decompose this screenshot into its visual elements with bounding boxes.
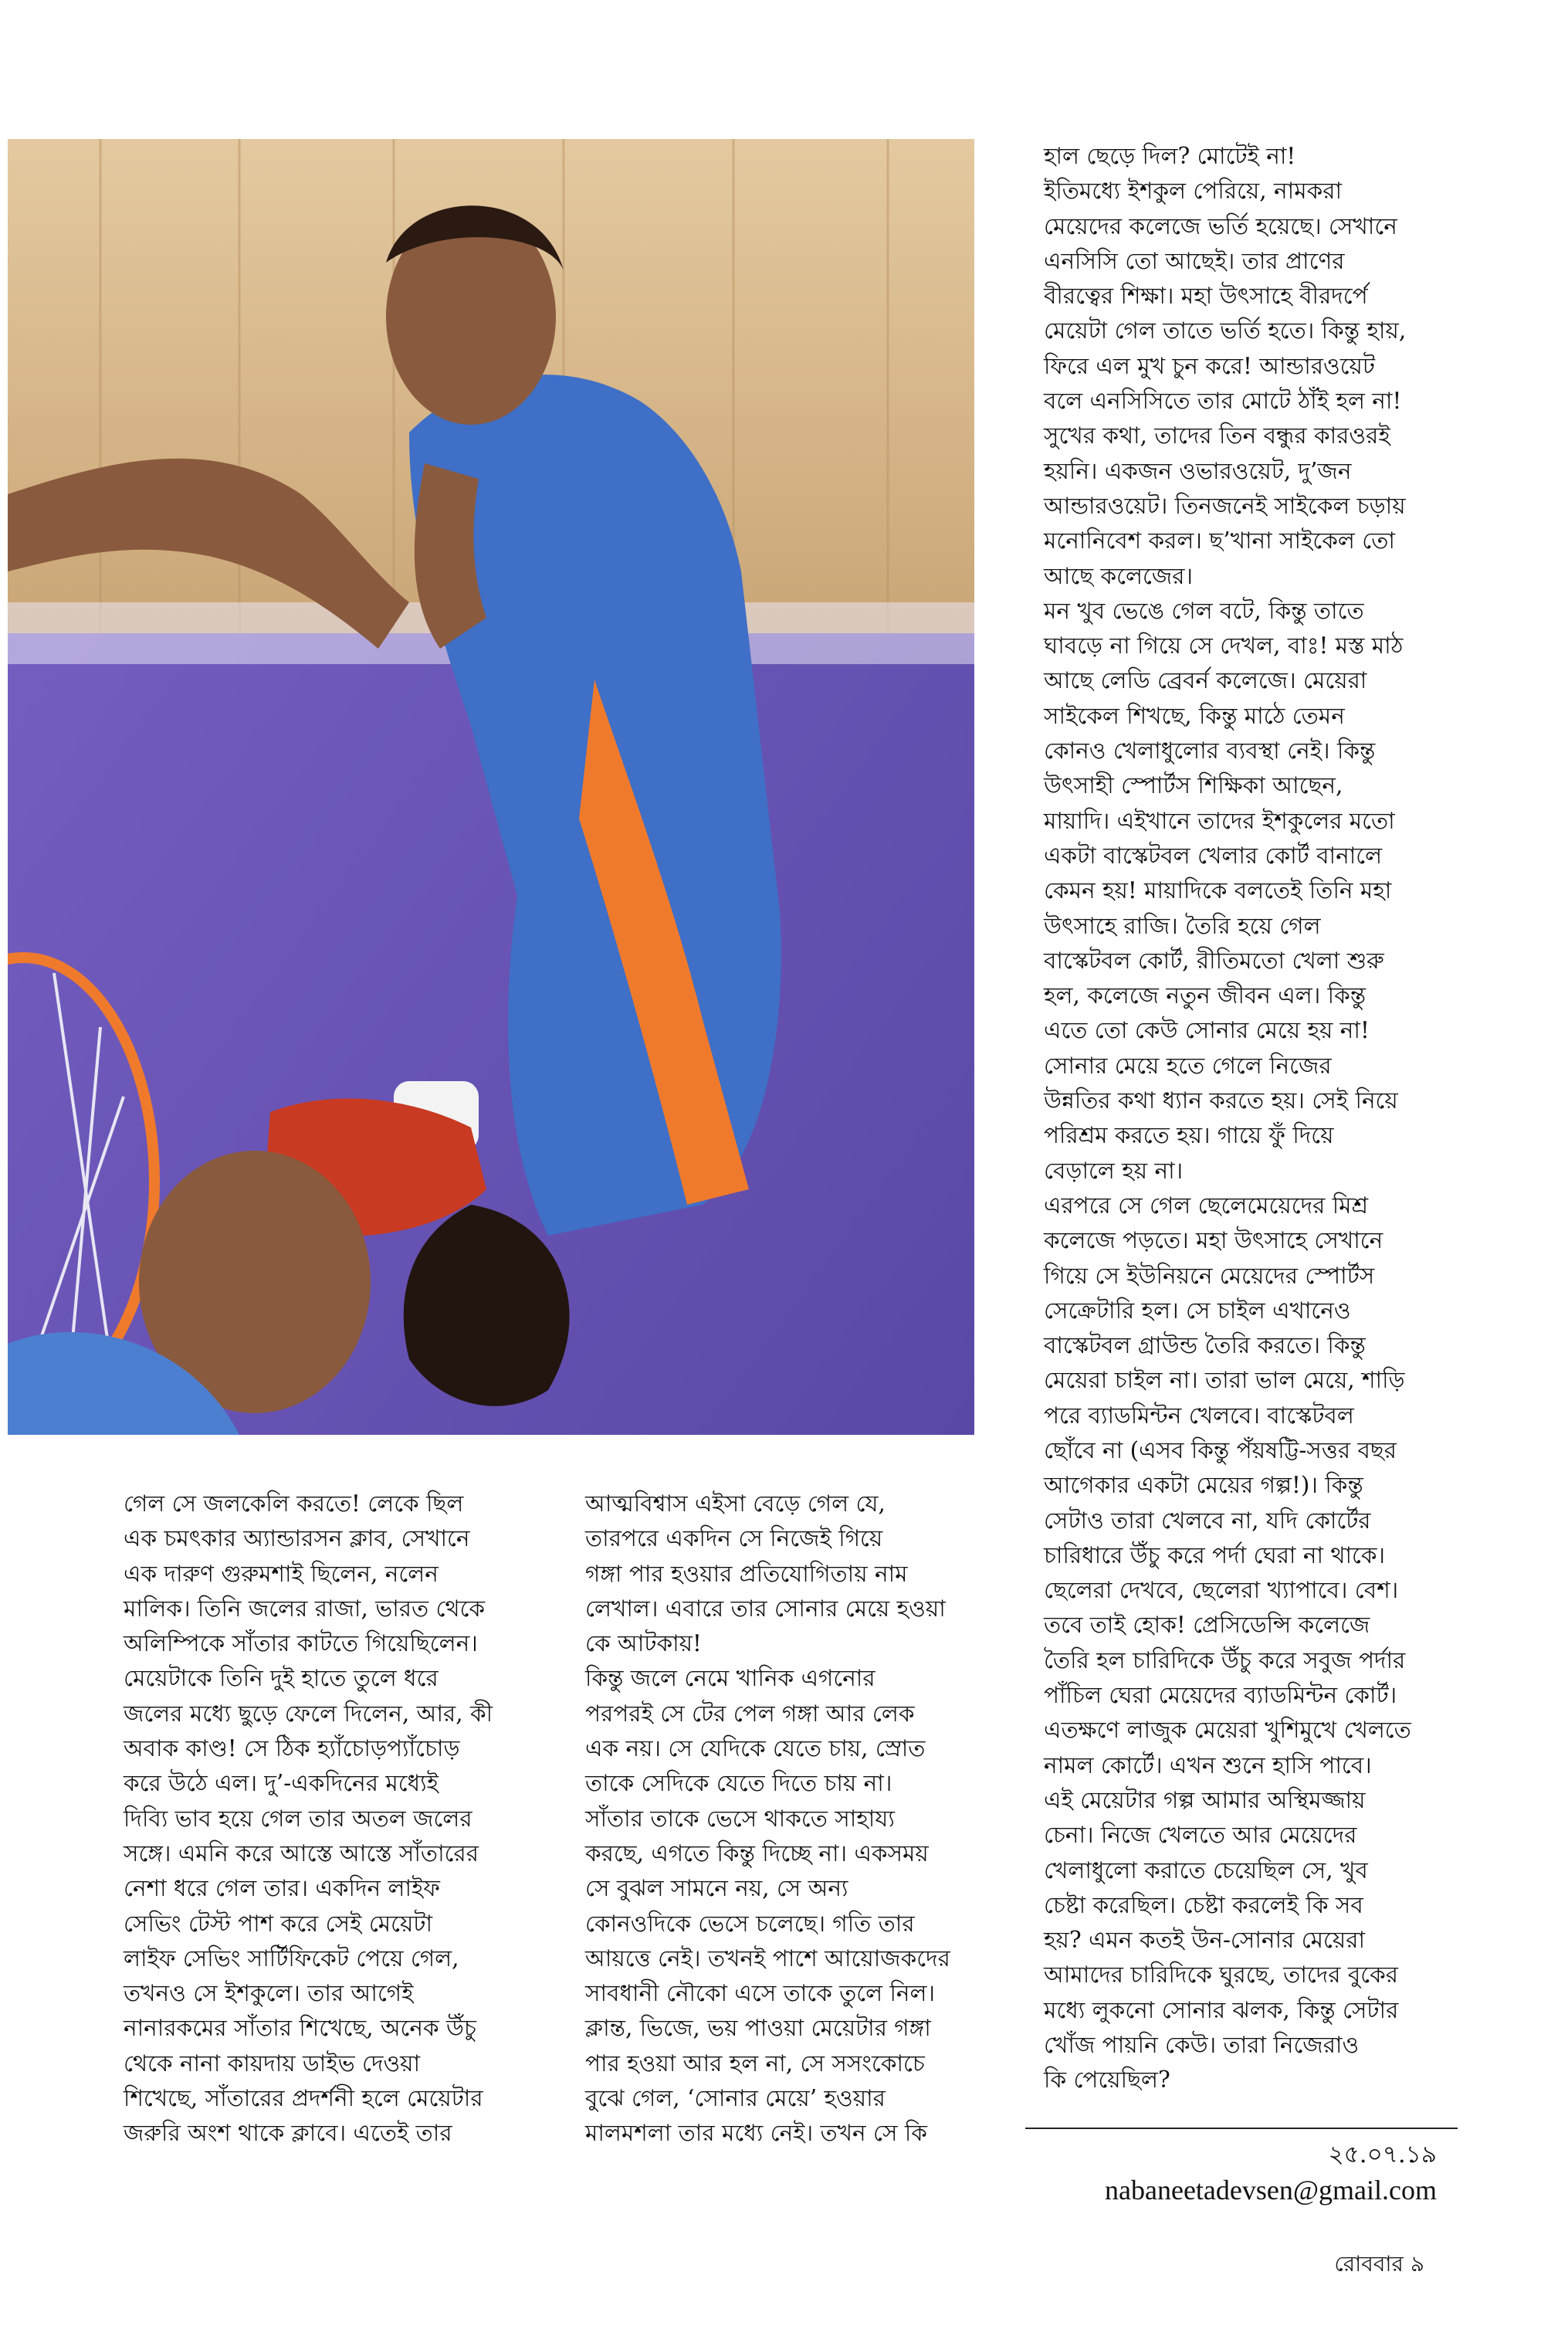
article-date: ২৫.০৭.১৯ xyxy=(1328,2141,1437,2168)
author-email: nabaneetadevsen@gmail.com xyxy=(1105,2175,1437,2206)
article-column-middle: আত্মবিশ্বাস এইসা বেড়ে গেল যে, তারপরে একদিন সে নিজেই গিয়ে গঙ্গা পার হওয়ার প্রতিযোগিতায় নাম লেখাল। এবারে তার সোনার মেয়ে হওয়া কে আটকায়! কিন্তু জলে নেমে খানিক এগনোর পরপরই সে টের পেল গঙ্গা আর লেক এক নয়। সে যেদিকে যেতে চায়, স্রোত তাকে সেদিকে যেতে দিতে চায় না। সাঁতার তাকে ভেসে থাকতে সাহায্য করছে, এগতে কিন্তু দিচ্ছে না। একসময় সে বুঝল সামনে নয়, সে অন্য কোনওদিকে ভেসে চলেছে। গতি তার আয়ত্তে নেই। তখনই পাশে আয়োজকদের সাবধানী নৌকো এসে তাকে তুলে নিল। ক্লান্ত, ভিজে, ভয় পাওয়া মেয়েটার গঙ্গা পার হওয়া আর হল না, সে সসংকোচে বুঝে গেল, ‘সোনার মেয়ে’ হওয়ার মালমশলা তার মধ্যে নেই। তখন সে কি xyxy=(585,1490,950,2147)
article-column-left: গেল সে জলকেলি করতে! লেকে ছিল এক চমৎকার অ্যান্ডারসন ক্লাব, সেখানে এক দারুণ গুরুমশাই ছিলেন, নলেন মালিক। তিনি জলের রাজা, ভারত থেকে অলিম্পিকে সাঁতার কাটতে গিয়েছিলেন। মেয়েটাকে তিনি দুই হাতে তুলে ধরে জলের মধ্যে ছুড়ে ফেলে দিলেন, আর, কী অবাক কাণ্ড! সে ঠিক হ্যাঁচোড়প্যাঁচোড় করে উঠে এল। দু’-একদিনের মধ্যেই দিব্যি ভাব হয়ে গেল তার অতল জলের সঙ্গে। এমনি করে আস্তে আস্তে সাঁতারের নেশা ধরে গেল তার। একদিন লাইফ সেভিং টেস্ট পাশ করে সেই মেয়েটা লাইফ সেভিং সার্টিফিকেট পেয়ে গেল, তখনও সে ইশকুলে। তার আগেই নানারকমের সাঁতার শিখেছে, অনেক উঁচু থেকে নানা কায়দায় ডাইভ দেওয়া শিখেছে, সাঁতারের প্রদর্শনী হলে মেয়েটার জরুরি অংশ থাকে ক্লাবে। এতেই তার xyxy=(124,1490,493,2147)
article-column-right: হাল ছেড়ে দিল? মোটেই না! ইতিমধ্যে ইশকুল পেরিয়ে, নামকরা মেয়েদের কলেজে ভর্তি হয়েছে। সেখানে এনসিসি তো আছেই। তার প্রাণের বীরত্বের শিক্ষা। মহা উৎসাহে বীরদর্পে মেয়েটা গেল তাতে ভর্তি হতে। কিন্তু হায়, ফিরে এল মুখ চুন করে! আন্ডারওয়েট বলে এনসিসিতে তার মোটে ঠাঁই হল না! সুখের কথা, তাদের তিন বন্ধুর কারওরই হয়নি। একজন ওভারওয়েট, দু’জন আন্ডারওয়েট। তিনজনেই সাইকেল চড়ায় মনোনিবেশ করল। ছ’খানা সাইকেল তো আছে কলেজের। মন খুব ভেঙে গেল বটে, কিন্তু তাতে ঘাবড়ে না গিয়ে সে দেখল, বাঃ! মস্ত মাঠ আছে লেডি ব্রেবর্ন কলেজে। মেয়েরা সাইকেল শিখছে, কিন্তু মাঠে তেমন কোনও খেলাধুলোর ব্যবস্থা নেই। কিন্তু উৎসাহী স্পোর্টস শিক্ষিকা আছেন, মায়াদি। এইখানে তাদের ইশকুলের মতো একটা বাস্কেটবল খেলার কোর্ট বানালে কেমন হয়! মায়াদিকে বলতেই তিনি মহা উৎসাহে রাজি। তৈরি হয়ে গেল বাস্কেটবল কোর্ট, রীতিমতো খেলা শুরু হল, কলেজে নতুন জীবন এল। কিন্তু এতে তো কেউ সোনার মেয়ে হয় না! সোনার মেয়ে হতে গেলে নিজের উন্নতির কথা ধ্যান করতে হয়। সেই নিয়ে পরিশ্রম করতে হয়। গায়ে ফুঁ দিয়ে বেড়ালে হয় না। এরপরে সে গেল ছেলেমেয়েদের মিশ্র কলেজে পড়তে। মহা উৎসাহে সেখানে গিয়ে সে ইউনিয়নে মেয়েদের স্পোর্টস সেক্রেটারি হল। সে চাইল এখানেও বাস্কেটবল গ্রাউন্ড তৈরি করতে। কিন্তু মেয়েরা চাইল না। তারা ভাল মেয়ে, শাড়ি পরে ব্যাডমিন্টন খেলবে। বাস্কেটবল ছোঁবে না (এসব কিন্তু পঁয়ষট্টি-সত্তর বছর আগেকার একটা মেয়ের গল্প!)। কিন্তু সেটাও তারা খেলবে না, যদি কোর্টের চারিধারে উঁচু করে পর্দা ঘেরা না থাকে। ছেলেরা দেখবে, ছেলেরা খ্যাপাবে। বেশ। তবে তাই হোক! প্রেসিডেন্সি কলেজে তৈরি হল চারিদিকে উঁচু করে সবুজ পর্দার পাঁচিল ঘেরা মেয়েদের ব্যাডমিন্টন কোর্ট। এতক্ষণে লাজুক মেয়েরা খুশিমুখে খেলতে নামল কোর্টে। এখন শুনে হাসি পাবে। এই মেয়েটার গল্প আমার অস্থিমজ্জায় চেনা। নিজে খেলতে আর মেয়েদের খেলাধুলো করাতে চেয়েছিল সে, খুব চেষ্টা করেছিল। চেষ্টা করলেই কি সব হয়? এমন কতই উন-সোনার মেয়েরা আমাদের চারিদিকে ঘুরছে, তাদের বুকের মধ্যে লুকনো সোনার ঝলক, কিন্তু সেটার খোঁজ পায়নি কেউ। তারা নিজেরাও কি পেয়েছিল? xyxy=(1044,143,1411,2094)
basketball-photo xyxy=(8,139,974,1435)
basketball-photo-illustration xyxy=(8,139,974,1435)
page-folio: রোববার ৯ xyxy=(1334,2251,1424,2277)
signature-rule xyxy=(1025,2128,1458,2129)
